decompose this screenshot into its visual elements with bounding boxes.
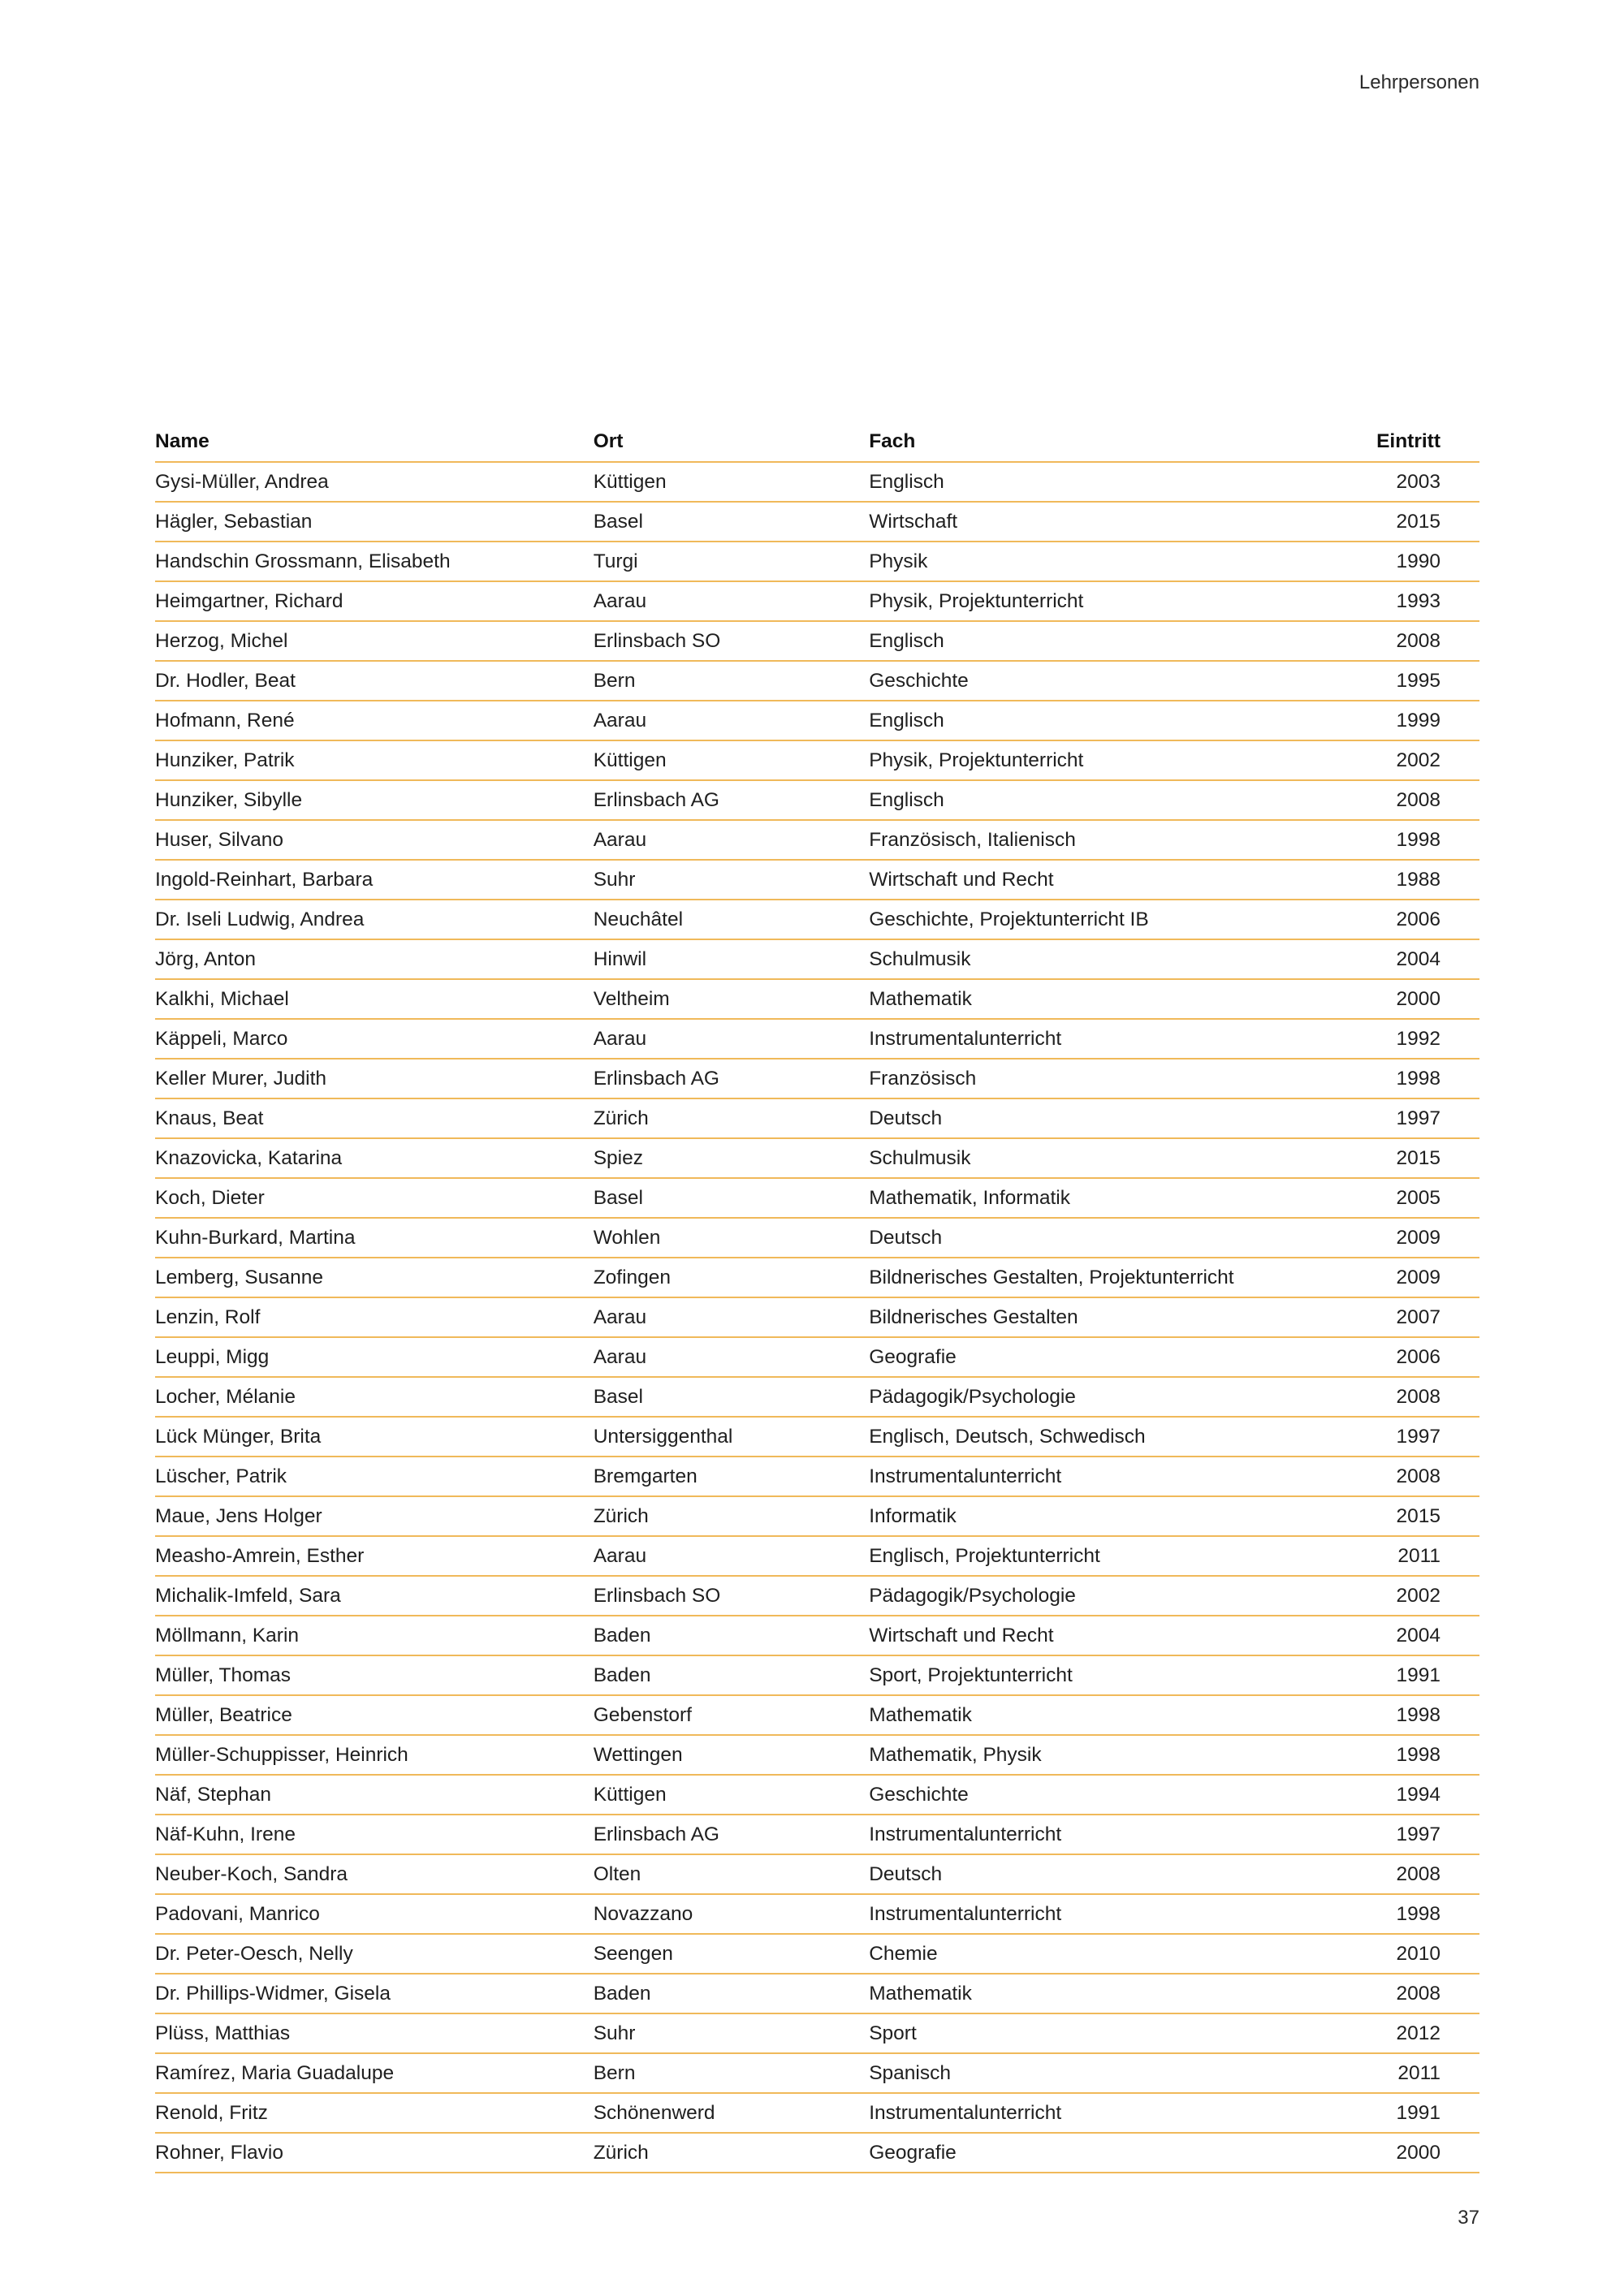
table-row (155, 2133, 1479, 2173)
cell-eintritt: 2015 (1342, 1496, 1479, 1536)
cell-eintritt: 1990 (1342, 542, 1479, 581)
cell-name: Dr. Hodler, Beat (155, 661, 594, 701)
table-row (155, 661, 1479, 701)
cell-eintritt: 2008 (1342, 1457, 1479, 1496)
cell-name: Handschin Grossmann, Elisabeth (155, 542, 594, 581)
cell-eintritt: 2006 (1342, 900, 1479, 939)
cell-eintritt: 1991 (1342, 2093, 1479, 2133)
table-row (155, 979, 1479, 1019)
cell-ort: Aarau (594, 1297, 869, 1337)
cell-fach: Französisch, Italienisch (869, 820, 1342, 860)
cell-name: Lück Münger, Brita (155, 1417, 594, 1457)
cell-ort: Baden (594, 1974, 869, 2013)
cell-eintritt: 2008 (1342, 1377, 1479, 1417)
cell-fach: Englisch (869, 621, 1342, 661)
cell-ort: Aarau (594, 1536, 869, 1576)
cell-eintritt: 1994 (1342, 1775, 1479, 1815)
cell-ort: Zürich (594, 1098, 869, 1138)
table-row (155, 1815, 1479, 1854)
table-row (155, 2053, 1479, 2093)
cell-ort: Gebenstorf (594, 1695, 869, 1735)
cell-eintritt: 2012 (1342, 2013, 1479, 2053)
cell-name: Hägler, Sebastian (155, 502, 594, 542)
cell-name: Näf, Stephan (155, 1775, 594, 1815)
cell-name: Knaus, Beat (155, 1098, 594, 1138)
cell-fach: Instrumentalunterricht (869, 1457, 1342, 1496)
cell-name: Lüscher, Patrik (155, 1457, 594, 1496)
cell-eintritt: 1995 (1342, 661, 1479, 701)
cell-ort: Suhr (594, 860, 869, 900)
cell-fach: Sport, Projektunterricht (869, 1655, 1342, 1695)
cell-name: Müller-Schuppisser, Heinrich (155, 1735, 594, 1775)
cell-eintritt: 2008 (1342, 621, 1479, 661)
cell-fach: Sport (869, 2013, 1342, 2053)
cell-eintritt: 2003 (1342, 462, 1479, 502)
table-row (155, 1138, 1479, 1178)
teacher-table (155, 422, 1479, 2173)
cell-fach: Englisch (869, 462, 1342, 502)
cell-eintritt: 2006 (1342, 1337, 1479, 1377)
cell-name: Leuppi, Migg (155, 1337, 594, 1377)
table-row (155, 1337, 1479, 1377)
cell-ort: Veltheim (594, 979, 869, 1019)
cell-name: Ingold-Reinhart, Barbara (155, 860, 594, 900)
cell-name: Renold, Fritz (155, 2093, 594, 2133)
cell-fach: Geografie (869, 2133, 1342, 2173)
cell-ort: Küttigen (594, 740, 869, 780)
table-row (155, 1775, 1479, 1815)
cell-fach: Informatik (869, 1496, 1342, 1536)
cell-eintritt: 2008 (1342, 1974, 1479, 2013)
column-header-fach: Fach (869, 422, 1342, 462)
cell-ort: Aarau (594, 1337, 869, 1377)
table-header-row (155, 422, 1479, 462)
cell-ort: Erlinsbach AG (594, 1059, 869, 1098)
table-row (155, 1218, 1479, 1258)
table-row (155, 780, 1479, 820)
table-row (155, 1974, 1479, 2013)
cell-fach: Englisch (869, 780, 1342, 820)
cell-eintritt: 2002 (1342, 1576, 1479, 1616)
cell-eintritt: 2009 (1342, 1218, 1479, 1258)
cell-name: Dr. Peter-Oesch, Nelly (155, 1934, 594, 1974)
cell-ort: Küttigen (594, 462, 869, 502)
cell-fach: Chemie (869, 1934, 1342, 1974)
cell-fach: Englisch (869, 701, 1342, 740)
cell-ort: Suhr (594, 2013, 869, 2053)
cell-fach: Deutsch (869, 1098, 1342, 1138)
cell-fach: Spanisch (869, 2053, 1342, 2093)
cell-eintritt: 1991 (1342, 1655, 1479, 1695)
cell-ort: Erlinsbach AG (594, 1815, 869, 1854)
table-row (155, 1258, 1479, 1297)
cell-ort: Baden (594, 1655, 869, 1695)
cell-fach: Schulmusik (869, 1138, 1342, 1178)
cell-fach: Physik, Projektunterricht (869, 581, 1342, 621)
table-row (155, 1576, 1479, 1616)
table-row (155, 1377, 1479, 1417)
cell-name: Näf-Kuhn, Irene (155, 1815, 594, 1854)
cell-ort: Aarau (594, 820, 869, 860)
cell-eintritt: 1998 (1342, 1695, 1479, 1735)
cell-fach: Wirtschaft (869, 502, 1342, 542)
cell-eintritt: 2011 (1342, 1536, 1479, 1576)
cell-name: Herzog, Michel (155, 621, 594, 661)
cell-name: Keller Murer, Judith (155, 1059, 594, 1098)
page-number: 37 (1458, 2207, 1479, 2229)
cell-ort: Untersiggenthal (594, 1417, 869, 1457)
table-row (155, 2093, 1479, 2133)
cell-ort: Hinwil (594, 939, 869, 979)
cell-fach: Schulmusik (869, 939, 1342, 979)
cell-ort: Olten (594, 1854, 869, 1894)
cell-eintritt: 2008 (1342, 1854, 1479, 1894)
cell-fach: Instrumentalunterricht (869, 2093, 1342, 2133)
cell-name: Maue, Jens Holger (155, 1496, 594, 1536)
cell-eintritt: 2005 (1342, 1178, 1479, 1218)
cell-fach: Wirtschaft und Recht (869, 1616, 1342, 1655)
cell-name: Müller, Thomas (155, 1655, 594, 1695)
cell-name: Gysi-Müller, Andrea (155, 462, 594, 502)
cell-name: Lenzin, Rolf (155, 1297, 594, 1337)
cell-eintritt: 1993 (1342, 581, 1479, 621)
table-row (155, 740, 1479, 780)
cell-eintritt: 1997 (1342, 1098, 1479, 1138)
cell-fach: Mathematik, Informatik (869, 1178, 1342, 1218)
cell-fach: Mathematik (869, 1695, 1342, 1735)
cell-ort: Bremgarten (594, 1457, 869, 1496)
cell-fach: Geschichte, Projektunterricht IB (869, 900, 1342, 939)
cell-eintritt: 2011 (1342, 2053, 1479, 2093)
cell-ort: Erlinsbach AG (594, 780, 869, 820)
cell-name: Hunziker, Patrik (155, 740, 594, 780)
cell-ort: Zürich (594, 2133, 869, 2173)
table-row (155, 462, 1479, 502)
cell-ort: Zürich (594, 1496, 869, 1536)
cell-fach: Wirtschaft und Recht (869, 860, 1342, 900)
cell-eintritt: 1997 (1342, 1417, 1479, 1457)
table-row (155, 1894, 1479, 1934)
cell-fach: Physik (869, 542, 1342, 581)
cell-name: Müller, Beatrice (155, 1695, 594, 1735)
table-row (155, 1655, 1479, 1695)
cell-eintritt: 2010 (1342, 1934, 1479, 1974)
cell-eintritt: 2008 (1342, 780, 1479, 820)
cell-name: Huser, Silvano (155, 820, 594, 860)
cell-ort: Basel (594, 1377, 869, 1417)
table-row (155, 1735, 1479, 1775)
table-row (155, 1934, 1479, 1974)
cell-eintritt: 1992 (1342, 1019, 1479, 1059)
cell-fach: Deutsch (869, 1218, 1342, 1258)
cell-fach: Bildnerisches Gestalten, Projektunterricht (869, 1258, 1342, 1297)
cell-name: Neuber-Koch, Sandra (155, 1854, 594, 1894)
cell-eintritt: 2000 (1342, 979, 1479, 1019)
cell-fach: Geografie (869, 1337, 1342, 1377)
cell-eintritt: 2004 (1342, 939, 1479, 979)
table-body (155, 462, 1479, 2173)
table-row (155, 542, 1479, 581)
cell-ort: Basel (594, 502, 869, 542)
table-row (155, 860, 1479, 900)
column-header-ort: Ort (594, 422, 869, 462)
cell-eintritt: 1998 (1342, 1735, 1479, 1775)
table-row (155, 939, 1479, 979)
cell-name: Measho-Amrein, Esther (155, 1536, 594, 1576)
table-row (155, 1417, 1479, 1457)
cell-eintritt: 2015 (1342, 502, 1479, 542)
cell-ort: Bern (594, 2053, 869, 2093)
cell-fach: Geschichte (869, 1775, 1342, 1815)
cell-eintritt: 2002 (1342, 740, 1479, 780)
table-row (155, 1457, 1479, 1496)
cell-ort: Turgi (594, 542, 869, 581)
cell-fach: Mathematik (869, 1974, 1342, 2013)
cell-name: Rohner, Flavio (155, 2133, 594, 2173)
cell-ort: Novazzano (594, 1894, 869, 1934)
cell-ort: Basel (594, 1178, 869, 1218)
cell-fach: Pädagogik/Psychologie (869, 1576, 1342, 1616)
cell-eintritt: 1998 (1342, 820, 1479, 860)
cell-fach: Englisch, Projektunterricht (869, 1536, 1342, 1576)
cell-name: Kuhn-Burkard, Martina (155, 1218, 594, 1258)
table-row (155, 502, 1479, 542)
cell-fach: Instrumentalunterricht (869, 1815, 1342, 1854)
cell-name: Locher, Mélanie (155, 1377, 594, 1417)
cell-fach: Mathematik, Physik (869, 1735, 1342, 1775)
table-row (155, 1854, 1479, 1894)
cell-name: Knazovicka, Katarina (155, 1138, 594, 1178)
cell-name: Dr. Phillips-Widmer, Gisela (155, 1974, 594, 2013)
table-row (155, 581, 1479, 621)
cell-eintritt: 1998 (1342, 1059, 1479, 1098)
cell-fach: Instrumentalunterricht (869, 1019, 1342, 1059)
cell-eintritt: 1988 (1342, 860, 1479, 900)
cell-eintritt: 2009 (1342, 1258, 1479, 1297)
cell-name: Plüss, Matthias (155, 2013, 594, 2053)
cell-name: Käppeli, Marco (155, 1019, 594, 1059)
cell-name: Ramírez, Maria Guadalupe (155, 2053, 594, 2093)
cell-ort: Aarau (594, 1019, 869, 1059)
cell-ort: Baden (594, 1616, 869, 1655)
table-row (155, 621, 1479, 661)
cell-eintritt: 2000 (1342, 2133, 1479, 2173)
cell-name: Hunziker, Sibylle (155, 780, 594, 820)
column-header-name: Name (155, 422, 594, 462)
column-header-eintritt: Eintritt (1342, 422, 1479, 462)
cell-ort: Bern (594, 661, 869, 701)
table-row (155, 1695, 1479, 1735)
table-row (155, 1496, 1479, 1536)
cell-ort: Erlinsbach SO (594, 621, 869, 661)
cell-eintritt: 1997 (1342, 1815, 1479, 1854)
cell-ort: Aarau (594, 701, 869, 740)
cell-eintritt: 2004 (1342, 1616, 1479, 1655)
cell-name: Dr. Iseli Ludwig, Andrea (155, 900, 594, 939)
table-row (155, 1019, 1479, 1059)
cell-name: Koch, Dieter (155, 1178, 594, 1218)
cell-fach: Geschichte (869, 661, 1342, 701)
cell-ort: Wettingen (594, 1735, 869, 1775)
table-row (155, 701, 1479, 740)
table-row (155, 1098, 1479, 1138)
cell-fach: Physik, Projektunterricht (869, 740, 1342, 780)
cell-name: Jörg, Anton (155, 939, 594, 979)
cell-ort: Seengen (594, 1934, 869, 1974)
cell-name: Möllmann, Karin (155, 1616, 594, 1655)
table-row (155, 1616, 1479, 1655)
section-title: Lehrpersonen (1358, 71, 1479, 93)
cell-ort: Zofingen (594, 1258, 869, 1297)
table-row (155, 820, 1479, 860)
cell-name: Lemberg, Susanne (155, 1258, 594, 1297)
cell-ort: Küttigen (594, 1775, 869, 1815)
cell-fach: Pädagogik/Psychologie (869, 1377, 1342, 1417)
table-row (155, 1536, 1479, 1576)
table-row (155, 1059, 1479, 1098)
table-row (155, 900, 1479, 939)
cell-ort: Wohlen (594, 1218, 869, 1258)
table-row (155, 1297, 1479, 1337)
cell-name: Hofmann, René (155, 701, 594, 740)
cell-fach: Instrumentalunterricht (869, 1894, 1342, 1934)
cell-name: Michalik-Imfeld, Sara (155, 1576, 594, 1616)
cell-ort: Neuchâtel (594, 900, 869, 939)
cell-eintritt: 2015 (1342, 1138, 1479, 1178)
cell-ort: Erlinsbach SO (594, 1576, 869, 1616)
cell-ort: Schönenwerd (594, 2093, 869, 2133)
cell-eintritt: 1999 (1342, 701, 1479, 740)
cell-name: Heimgartner, Richard (155, 581, 594, 621)
cell-eintritt: 2007 (1342, 1297, 1479, 1337)
cell-name: Padovani, Manrico (155, 1894, 594, 1934)
cell-ort: Aarau (594, 581, 869, 621)
cell-fach: Deutsch (869, 1854, 1342, 1894)
table-row (155, 2013, 1479, 2053)
cell-fach: Bildnerisches Gestalten (869, 1297, 1342, 1337)
table-row (155, 1178, 1479, 1218)
cell-fach: Mathematik (869, 979, 1342, 1019)
cell-ort: Spiez (594, 1138, 869, 1178)
cell-name: Kalkhi, Michael (155, 979, 594, 1019)
cell-eintritt: 1998 (1342, 1894, 1479, 1934)
cell-fach: Französisch (869, 1059, 1342, 1098)
cell-fach: Englisch, Deutsch, Schwedisch (869, 1417, 1342, 1457)
